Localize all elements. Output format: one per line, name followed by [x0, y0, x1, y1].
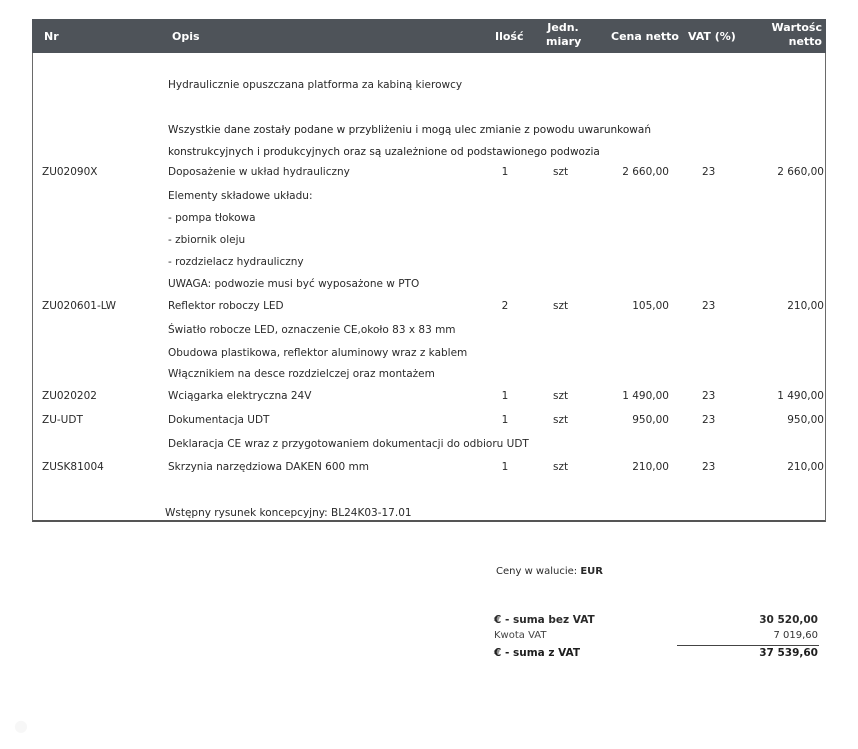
row-3-vat: 23 — [702, 390, 716, 402]
row-2-ilosc: 2 — [501, 300, 509, 312]
row-3-nr: ZU020202 — [42, 390, 97, 402]
row-2-nr: ZU020601-LW — [42, 300, 117, 312]
row-1-wartosc: 2 660,00 — [777, 166, 824, 178]
row-4-opis: Dokumentacja UDT — [168, 414, 270, 426]
row-5-opis: Skrzynia narzędziowa DAKEN 600 mm — [168, 461, 370, 473]
row-3-cena: 1 490,00 — [622, 390, 669, 402]
row-5-cena: 210,00 — [632, 461, 669, 473]
header-jedn-line1: Jedn. — [547, 21, 579, 34]
led-detail-3: Włącznikiem na desce rozdzielczej oraz montażem — [168, 368, 435, 380]
row-2-wartosc: 210,00 — [787, 300, 824, 312]
row-4-wartosc: 950,00 — [787, 414, 824, 426]
row-5-vat: 23 — [702, 461, 716, 473]
row-2-cena: 105,00 — [632, 300, 669, 312]
row-3-opis: Wciągarka elektryczna 24V — [168, 390, 312, 402]
row-3-wartosc: 1 490,00 — [777, 390, 824, 402]
row-4-vat: 23 — [702, 414, 716, 426]
currency-label: Ceny w walucie: — [496, 566, 578, 577]
row-1-cena: 2 660,00 — [622, 166, 669, 178]
row-2-opis: Reflektor roboczy LED — [168, 300, 284, 312]
vat-amount-label: Kwota VAT — [494, 630, 547, 641]
row-4-ilosc: 1 — [501, 414, 509, 426]
table-header — [32, 19, 826, 53]
currency-line — [496, 566, 603, 577]
vat-amount-value: 7 019,60 — [773, 630, 818, 641]
header-cena-netto: Cena netto — [611, 30, 679, 43]
platform-title: Hydraulicznie opuszczana platforma za kabiną kierowcy — [168, 79, 463, 91]
net-sum-value: 30 520,00 — [759, 614, 818, 626]
header-nr: Nr — [44, 30, 59, 43]
row-1-ilosc: 1 — [501, 166, 509, 178]
gross-sum-value: 37 539,60 — [759, 647, 818, 659]
header-wart-line1: Wartośc — [771, 21, 822, 34]
currency-value: EUR — [580, 566, 603, 577]
row-1-nr: ZU02090X — [42, 166, 98, 178]
row-5-nr: ZUSK81004 — [42, 461, 104, 473]
net-sum-label: € - suma bez VAT — [494, 614, 595, 626]
udt-detail: Deklaracja CE wraz z przygotowaniem dokumentacji do odbioru UDT — [168, 438, 529, 450]
header-ilosc: Ilość — [495, 30, 524, 43]
header-vat: VAT (%) — [688, 30, 736, 43]
drawing-note: Wstępny rysunek koncepcyjny: BL24K03-17.01 — [165, 507, 412, 519]
hydraulic-detail-1: Elementy składowe układu: — [168, 190, 313, 202]
row-5-wartosc: 210,00 — [787, 461, 824, 473]
row-3-ilosc: 1 — [501, 390, 509, 402]
row-1-vat: 23 — [702, 166, 716, 178]
header-wart-line2: netto — [788, 35, 822, 48]
hydraulic-detail-3: - zbiornik oleju — [168, 234, 246, 246]
row-3-jedn: szt — [553, 390, 569, 402]
header-opis: Opis — [172, 30, 200, 43]
hydraulic-detail-2: - pompa tłokowa — [168, 212, 256, 224]
gross-sum-label: € - suma z VAT — [494, 647, 581, 659]
row-2-jedn: szt — [553, 300, 569, 312]
hydraulic-detail-4: - rozdzielacz hydrauliczny — [168, 256, 304, 268]
row-2-vat: 23 — [702, 300, 716, 312]
row-4-nr: ZU-UDT — [42, 414, 83, 426]
sum-divider — [677, 645, 819, 646]
hydraulic-warning: UWAGA: podwozie musi być wyposażone w PTO — [168, 278, 420, 290]
row-5-ilosc: 1 — [501, 461, 509, 473]
led-detail-2: Obudowa plastikowa, reflektor aluminowy wraz z kablem — [168, 347, 468, 359]
header-jedn-line2: miary — [546, 35, 582, 48]
header-wartosc-netto — [772, 22, 822, 48]
note-line-2: konstrukcyjnych i produkcyjnych oraz są uzależnione od podstawionego podwozia — [168, 146, 600, 158]
row-1-opis: Doposażenie w układ hydrauliczny — [168, 166, 350, 178]
row-1-jedn: szt — [553, 166, 569, 178]
header-jedn-miary — [546, 22, 580, 48]
row-5-jedn: szt — [553, 461, 569, 473]
row-4-cena: 950,00 — [632, 414, 669, 426]
row-4-jedn: szt — [553, 414, 569, 426]
watermark-logo: ● — [14, 716, 28, 735]
note-line-1: Wszystkie dane zostały podane w przybliżeniu i mogą ulec zmianie z powodu uwarunkowań — [168, 124, 651, 136]
led-detail-1: Światło robocze LED, oznaczenie CE,około 83 x 83 mm — [168, 324, 456, 336]
